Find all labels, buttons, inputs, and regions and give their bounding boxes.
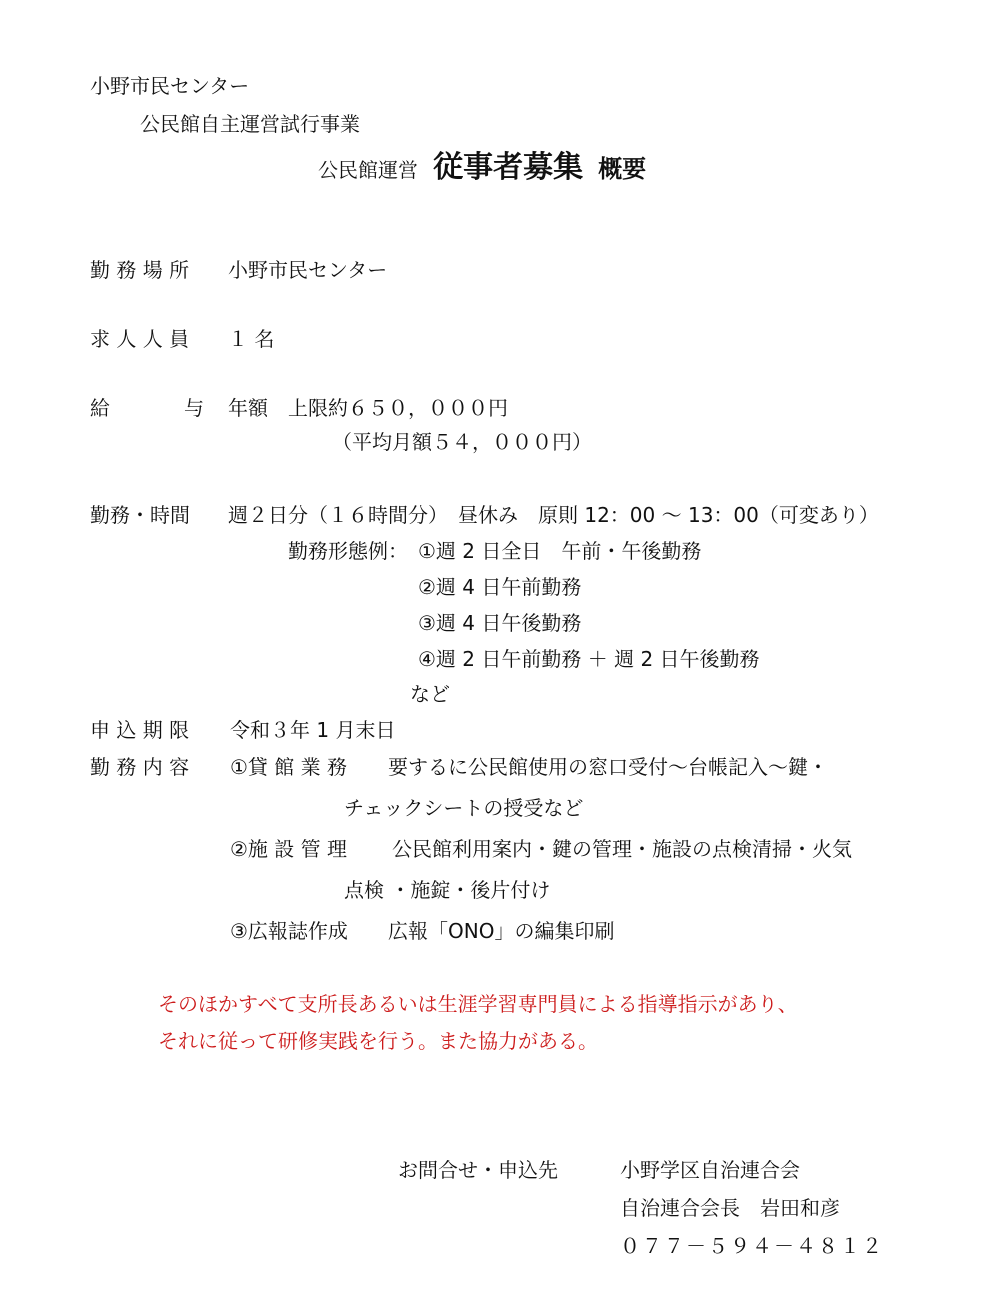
duty-desc: 公民館利用案内・鍵の管理・施設の点検清掃・火気	[392, 837, 852, 861]
title-main: 従事者募集	[433, 150, 584, 185]
hours-label: 勤務・時間	[90, 503, 190, 527]
title-suffix: 概要	[598, 155, 647, 183]
pattern-item: ②週 4 日午前勤務	[418, 575, 582, 599]
positions-value: １ 名	[228, 327, 275, 351]
contact-person: 自治連合会長 岩田和彦	[620, 1196, 840, 1220]
pattern-label: 勤務形態例：	[288, 539, 408, 563]
pattern-etc: など	[410, 682, 450, 706]
contact-label: お問合せ・申込先	[398, 1158, 558, 1182]
title-prefix: 公民館運営	[318, 158, 418, 182]
duty-name: ③広報誌作成	[230, 919, 348, 943]
contact-phone: ０７７－５９４－４８１２	[620, 1234, 884, 1258]
page-title	[318, 150, 646, 186]
project-name: 公民館自主運営試行事業	[140, 112, 360, 136]
org-name: 小野市民センター	[90, 74, 250, 98]
deadline-value: 令和３年 1 月末日	[230, 718, 396, 742]
location-label: 勤 務 場 所	[90, 258, 190, 282]
positions-label: 求 人 人 員	[90, 327, 190, 351]
duty-name: ①貸 館 業 務	[230, 755, 348, 779]
duty-desc-cont: 点検 ・施錠・後片付け	[344, 878, 551, 902]
pattern-item: ①週 2 日全日 午前・午後勤務	[418, 539, 702, 563]
notice-line: それに従って研修実践を行う。また協力がある。	[158, 1029, 598, 1053]
duties-label: 勤 務 内 容	[90, 755, 190, 779]
salary-note: （平均月額５４，０００円）	[332, 430, 592, 454]
duty-desc: 広報「ONO」の編集印刷	[388, 919, 615, 943]
duty-name: ②施 設 管 理	[230, 837, 348, 861]
pattern-item: ④週 2 日午前勤務 ＋ 週 2 日午後勤務	[418, 647, 760, 671]
salary-value: 年額 上限約６５０，０００円	[228, 396, 508, 420]
deadline-label: 申 込 期 限	[90, 718, 190, 742]
notice-line: そのほかすべて支所長あるいは生涯学習専門員による指導指示があり、	[158, 992, 798, 1016]
location-value: 小野市民センター	[228, 258, 388, 282]
contact-org: 小野学区自治連合会	[620, 1158, 800, 1182]
salary-label-right: 与	[184, 396, 204, 420]
pattern-item: ③週 4 日午後勤務	[418, 611, 582, 635]
hours-value: 週２日分（１６時間分） 昼休み 原則 12：00 ～ 13：00（可変あり）	[228, 503, 879, 527]
salary-label-left: 給	[90, 396, 110, 420]
duty-desc: 要するに公民館使用の窓口受付～台帳記入～鍵・	[388, 755, 828, 779]
duty-desc-cont: チェックシートの授受など	[344, 796, 584, 820]
